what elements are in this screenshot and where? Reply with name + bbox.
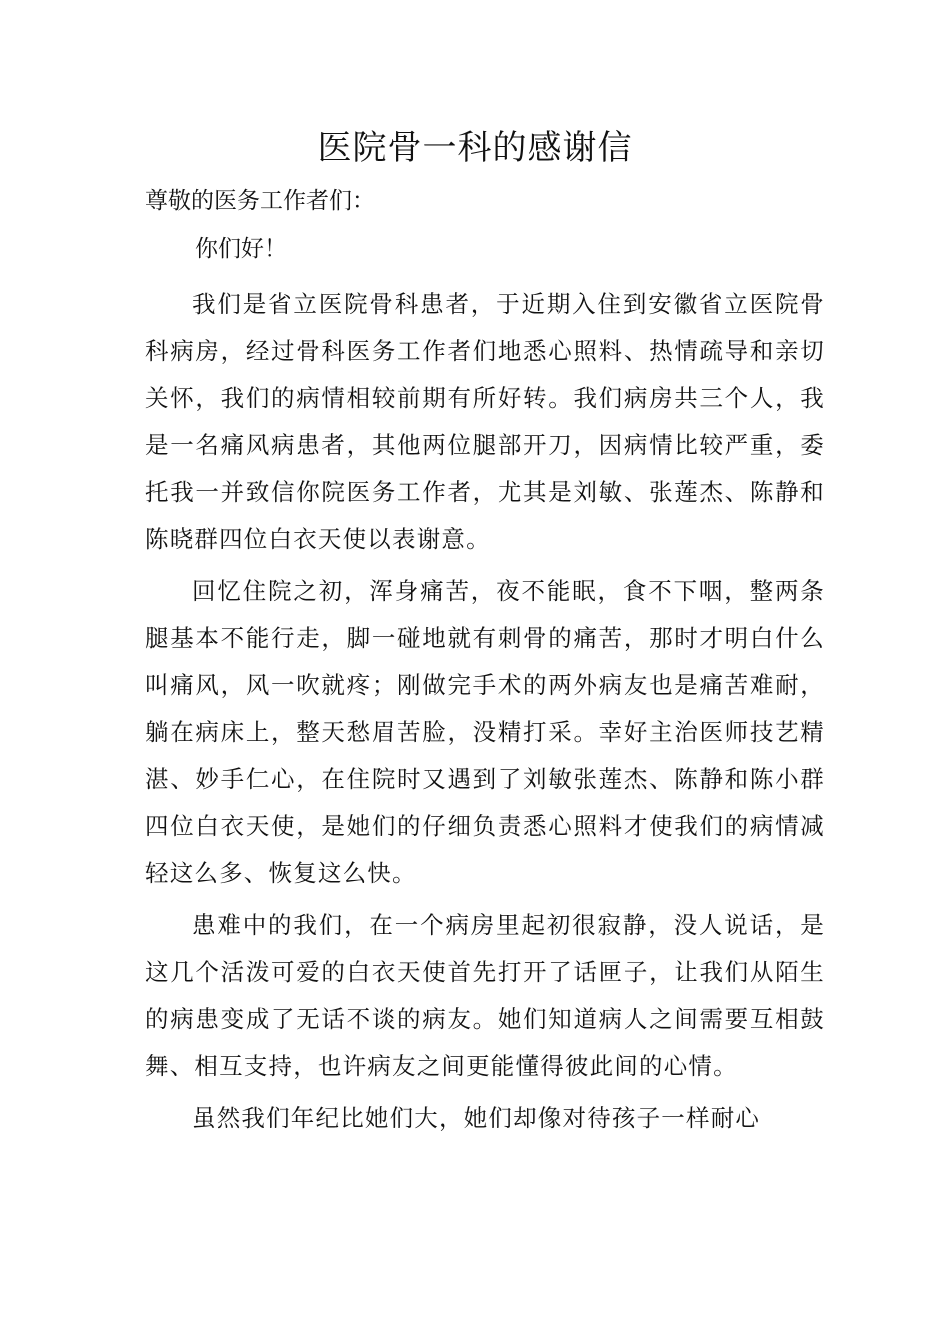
greeting: 你们好！ bbox=[195, 236, 287, 262]
paragraph-2: 回忆住院之初，浑身痛苦，夜不能眠，食不下咽，整两条腿基本不能行走，脚一碰地就有刺骨的痛苦，那时才明白什么叫痛风，风一吹就疼；刚做完手术的两外病友也是痛苦难耐，躺在病床上，整天愁眉苦脸，没精打采。幸好主治医师技艺精湛、妙手仁心，在住院时又遇到了刘敏张莲杰、陈静和陈小群四位白衣天使，是她们的仔细负责悉心照料才使我们的病情减轻这么多、恢复这么快。 bbox=[145, 577, 825, 887]
paragraph-1: 我们是省立医院骨科患者，于近期入住到安徽省立医院骨科病房，经过骨科医务工作者们地悉心照料、热情疏导和亲切关怀，我们的病情相较前期有所好转。我们病房共三个人，我是一名痛风病患者，其他两位腿部开刀，因病情比较严重，委托我一并致信你院医务工作者，尤其是刘敏、张莲杰、陈静和陈晓群四位白衣天使以表谢意。 bbox=[145, 290, 825, 553]
paragraph-3: 患难中的我们，在一个病房里起初很寂静，没人说话，是这几个活泼可爱的白衣天使首先打开了话匣子，让我们从陌生的病患变成了无话不谈的病友。她们知道病人之间需要互相鼓舞、相互支持，也许病友之间更能懂得彼此间的心情。 bbox=[145, 911, 825, 1080]
document-title: 医院骨一科的感谢信 bbox=[317, 128, 633, 168]
letter-body bbox=[145, 281, 825, 1147]
salutation: 尊敬的医务工作者们： bbox=[145, 188, 375, 214]
paragraph-4: 虽然我们年纪比她们大，她们却像对待孩子一样耐心 bbox=[192, 1104, 761, 1132]
